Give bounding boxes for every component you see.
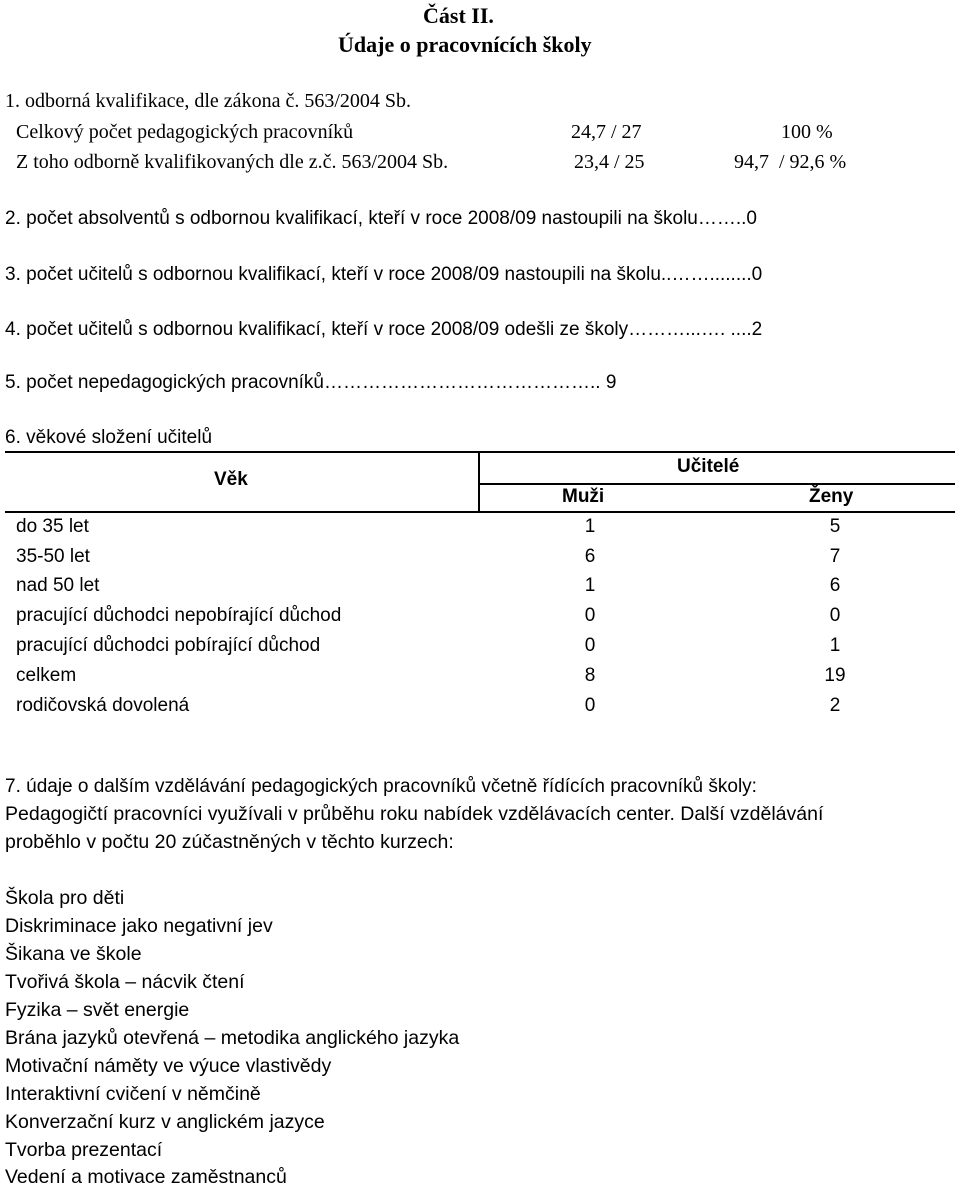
row-label: rodičovská dovolená	[16, 695, 190, 716]
row-women: 0	[829, 605, 841, 626]
row-women: 7	[829, 546, 841, 567]
list-item: Brána jazyků otevřená – metodika anglického jazyka	[5, 1027, 460, 1049]
list-item: Interaktivní cvičení v němčině	[5, 1083, 261, 1105]
list-item: Fyzika – svět energie	[5, 999, 190, 1021]
list-item: Šikana ve škole	[5, 943, 142, 965]
item-5: 5. počet nepedagogických pracovníků…………………………………….. 9	[5, 372, 617, 393]
section7-para-line1: Pedagogičtí pracovníci využívali v průběhu roku nabídek vzdělávacích center. Další vzdělávání	[5, 803, 824, 825]
row-men: 8	[584, 665, 596, 686]
item-6: 6. věkové složení učitelů	[5, 427, 213, 448]
header-women: Ženy	[809, 486, 854, 507]
list-item: Tvorba prezentací	[5, 1139, 163, 1161]
item-3: 3. počet učitelů s odbornou kvalifikací, kteří v roce 2008/09 nastoupili na školu..……........0	[5, 264, 763, 285]
section1-heading: 1. odborná kvalifikace, dle zákona č. 563/2004 Sb.	[5, 90, 411, 112]
item-4: 4. počet učitelů s odbornou kvalifikací, kteří v roce 2008/09 odešli ze školy………...…. ....2	[5, 319, 763, 340]
row-men: 1	[584, 516, 596, 537]
qualified-staff-label: Z toho odborně kvalifikovaných dle z.č. 563/2004 Sb.	[16, 151, 449, 173]
row-women: 19	[824, 665, 846, 686]
row-women: 5	[829, 516, 841, 537]
row-men: 0	[584, 605, 596, 626]
list-item: Diskriminace jako negativní jev	[5, 915, 273, 937]
list-item: Konverzační kurz v anglickém jazyce	[5, 1111, 325, 1133]
page-title: Údaje o pracovnících školy	[338, 32, 592, 57]
item-2: 2. počet absolventů s odbornou kvalifikací, kteří v roce 2008/09 nastoupili na školu……..0	[5, 208, 757, 229]
section7-heading: 7. údaje o dalším vzdělávání pedagogických pracovníků včetně řídících pracovníků školy:	[5, 776, 757, 797]
row-men: 1	[584, 575, 596, 596]
header-men: Muži	[562, 486, 605, 507]
qualified-staff-percent: 94,7 / 92,6 %	[734, 151, 847, 173]
list-item: Vedení a motivace zaměstnanců	[5, 1166, 287, 1188]
qualified-staff-value: 23,4 / 25	[574, 151, 645, 173]
section7-para-line2: proběhlo v počtu 20 zúčastněných v těchto kurzech:	[5, 831, 454, 853]
header-age: Věk	[214, 469, 248, 490]
row-label: celkem	[16, 665, 77, 686]
part-title: Část II.	[423, 3, 494, 28]
row-men: 6	[584, 546, 596, 567]
total-staff-value: 24,7 / 27	[571, 121, 642, 143]
list-item: Tvořivá škola – nácvik čtení	[5, 971, 245, 993]
list-item: Motivační náměty ve výuce vlastivědy	[5, 1055, 332, 1077]
row-label: pracující důchodci nepobírající důchod	[16, 605, 342, 626]
row-men: 0	[584, 635, 596, 656]
row-women: 2	[829, 695, 841, 716]
total-staff-percent: 100 %	[781, 121, 833, 143]
header-teachers: Učitelé	[677, 456, 740, 477]
total-staff-label: Celkový počet pedagogických pracovníků	[16, 121, 354, 143]
row-women: 1	[829, 635, 841, 656]
row-label: nad 50 let	[16, 575, 100, 596]
row-label: 35-50 let	[16, 546, 90, 567]
row-men: 0	[584, 695, 596, 716]
row-label: pracující důchodci pobírající důchod	[16, 635, 321, 656]
list-item: Škola pro děti	[5, 887, 125, 909]
row-label: do 35 let	[16, 516, 89, 537]
row-women: 6	[829, 575, 841, 596]
